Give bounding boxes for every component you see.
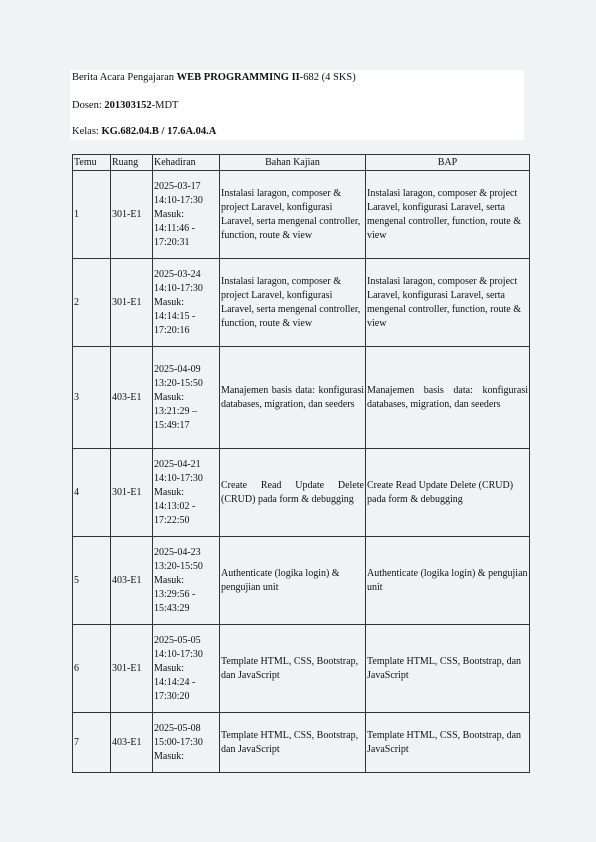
cell-bap: Template HTML, CSS, Bootstrap, dan JavaScript (366, 713, 530, 773)
cell-ruang: 403-E1 (111, 347, 153, 449)
schedule-time: 2025-04-21 14:10-17:30 (154, 458, 203, 484)
cell-bahan-kajian: Create Read Update Delete (CRUD) pada form & debugging (220, 449, 366, 537)
attendance-time: Masuk: 13:29:56 - 15:43:29 (154, 574, 196, 614)
schedule-time: 2025-03-17 14:10-17:30 (154, 180, 203, 206)
schedule-time: 2025-05-05 14:10-17:30 (154, 634, 203, 660)
cell-kehadiran (153, 713, 220, 773)
cell-bahan-kajian: Instalasi laragon, composer & project Laravel, konfigurasi Laravel, serta mengenal controller, function, route & view (220, 171, 366, 259)
course-line (72, 72, 356, 83)
cell-kehadiran (153, 625, 220, 713)
col-header-kehadiran: Kehadiran (153, 155, 220, 171)
cell-ruang: 403-E1 (111, 713, 153, 773)
col-header-bap: BAP (366, 155, 530, 171)
cell-ruang: 301-E1 (111, 259, 153, 347)
cell-temu: 2 (73, 259, 111, 347)
attendance-time: Masuk: 14:14:24 - 17:30:20 (154, 662, 196, 702)
cell-temu: 1 (73, 171, 111, 259)
class-line (72, 126, 216, 137)
cell-ruang: 301-E1 (111, 449, 153, 537)
table-row (73, 171, 530, 259)
schedule-time: 2025-04-09 13:20-15:50 (154, 363, 203, 389)
col-header-temu: Temu (73, 155, 111, 171)
schedule-time: 2025-04-23 13:20-15:50 (154, 546, 203, 572)
cell-ruang: 301-E1 (111, 625, 153, 713)
cell-temu: 6 (73, 625, 111, 713)
cell-kehadiran (153, 449, 220, 537)
cell-ruang: 301-E1 (111, 171, 153, 259)
col-header-ruang: Ruang (111, 155, 153, 171)
attendance-time: Masuk: 14:11:46 - 17:20:31 (154, 208, 196, 248)
course-code-credits: -682 (4 SKS) (299, 72, 356, 83)
cell-bahan-kajian: Template HTML, CSS, Bootstrap, dan JavaScript (220, 625, 366, 713)
cell-bap: Authenticate (logika login) & pengujian unit (366, 537, 530, 625)
document-header (70, 70, 524, 140)
cell-bap: Instalasi laragon, composer & project Laravel, konfigurasi Laravel, serta mengenal controller, function, route & view (366, 259, 530, 347)
cell-bahan-kajian: Authenticate (logika login) & pengujian unit (220, 537, 366, 625)
cell-kehadiran (153, 171, 220, 259)
course-line-prefix: Berita Acara Pengajaran (72, 72, 177, 83)
cell-bahan-kajian: Template HTML, CSS, Bootstrap, dan JavaScript (220, 713, 366, 773)
lecturer-suffix: -MDT (151, 100, 179, 111)
bap-table (72, 154, 530, 773)
table-row (73, 537, 530, 625)
cell-kehadiran (153, 347, 220, 449)
cell-temu: 5 (73, 537, 111, 625)
cell-kehadiran (153, 537, 220, 625)
cell-bahan-kajian: Manajemen basis data: konfigurasi databases, migration, dan seeders (220, 347, 366, 449)
attendance-time: Masuk: 13:21:29 – 15:49:17 (154, 391, 198, 431)
cell-bap: Create Read Update Delete (CRUD) pada form & debugging (366, 449, 530, 537)
attendance-time: Masuk: 14:13:02 - 17:22:50 (154, 486, 196, 526)
table-row (73, 449, 530, 537)
course-name: WEB PROGRAMMING II (176, 72, 300, 83)
table-row (73, 259, 530, 347)
class-label: Kelas: (72, 126, 102, 137)
cell-kehadiran (153, 259, 220, 347)
cell-temu: 3 (73, 347, 111, 449)
cell-bap: Manajemen basis data: konfigurasi databases, migration, dan seeders (366, 347, 530, 449)
cell-bahan-kajian: Instalasi laragon, composer & project Laravel, konfigurasi Laravel, serta mengenal controller, function, route & view (220, 259, 366, 347)
table-header-row (73, 155, 530, 171)
cell-bap: Instalasi laragon, composer & project Laravel, konfigurasi Laravel, serta mengenal controller, function, route & view (366, 171, 530, 259)
class-value: KG.682.04.B / 17.6A.04.A (101, 126, 217, 137)
lecturer-label: Dosen: (72, 100, 105, 111)
lecturer-line (72, 100, 178, 111)
schedule-time: 2025-05-08 15:00-17:30 (154, 722, 203, 748)
cell-temu: 4 (73, 449, 111, 537)
table-row (73, 625, 530, 713)
cell-bap: Template HTML, CSS, Bootstrap, dan JavaScript (366, 625, 530, 713)
table-row (73, 713, 530, 773)
attendance-time: Masuk: (154, 750, 184, 762)
cell-temu: 7 (73, 713, 111, 773)
schedule-time: 2025-03-24 14:10-17:30 (154, 268, 203, 294)
lecturer-code: 201303152 (104, 100, 152, 111)
col-header-bahan-kajian: Bahan Kajian (220, 155, 366, 171)
table-row (73, 347, 530, 449)
attendance-time: Masuk: 14:14:15 - 17:20:16 (154, 296, 196, 336)
cell-ruang: 403-E1 (111, 537, 153, 625)
